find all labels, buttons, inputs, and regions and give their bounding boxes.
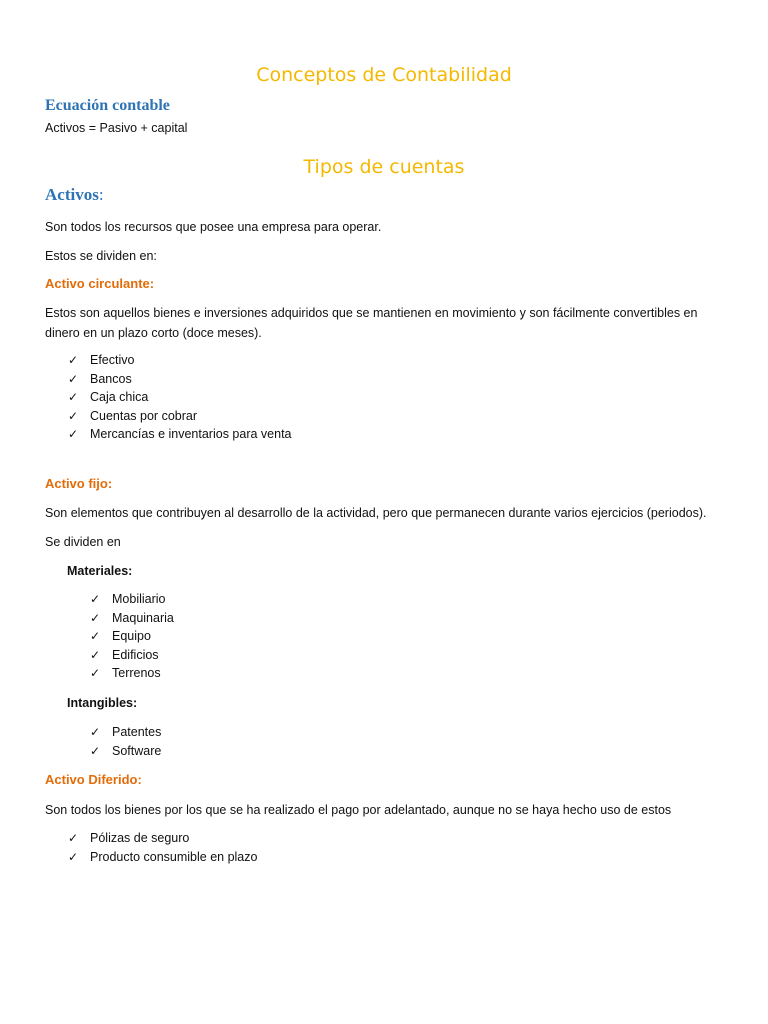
activos-heading-text: Activos: [45, 185, 99, 204]
list-item: [90, 742, 161, 761]
check-icon: ✓: [90, 610, 101, 625]
list-item-text: Producto consumible en plazo: [90, 849, 258, 864]
document-title: Conceptos de Contabilidad: [256, 64, 512, 86]
list-item-text: Caja chica: [90, 390, 149, 405]
list-item-text: Mobiliario: [112, 592, 166, 606]
list-item: [68, 370, 292, 389]
intangibles-list: [90, 723, 161, 760]
equation-text: Activos = Pasivo + capital: [45, 121, 188, 135]
list-item-text: Bancos: [90, 371, 132, 386]
list-item-text: Edificios: [112, 647, 159, 662]
check-icon: ✓: [68, 353, 79, 367]
list-item: [90, 723, 161, 742]
check-icon: ✓: [68, 408, 79, 423]
diferido-desc: Son todos los bienes por los que se ha realizado el pago por adelantado, aunque no se haya hecho uso de estos: [45, 803, 672, 817]
circulante-list: [68, 351, 292, 444]
circulante-heading: Activo circulante:: [45, 276, 155, 291]
list-item-text: Equipo: [112, 629, 151, 644]
list-item-text: Pólizas de seguro: [90, 831, 190, 845]
list-item: [90, 627, 174, 646]
circulante-desc-line1: Estos son aquellos bienes e inversiones adquiridos que se mantienen en movimiento y son fácilmente convertibles en: [45, 306, 698, 320]
list-item-text: Cuentas por cobrar: [90, 408, 198, 423]
check-icon: ✓: [68, 427, 79, 442]
activos-heading: [45, 185, 104, 205]
list-item-text: Terrenos: [112, 666, 161, 681]
list-item: [68, 848, 257, 867]
check-icon: ✓: [90, 666, 101, 681]
check-icon: ✓: [90, 592, 101, 606]
check-icon: ✓: [68, 849, 79, 864]
activos-heading-suffix: :: [98, 185, 104, 204]
list-item-text: Maquinaria: [112, 610, 174, 625]
list-item: [68, 351, 292, 370]
fijo-desc: Son elementos que contribuyen al desarrollo de la actividad, pero que permanecen durante varios ejercicios (periodos).: [45, 506, 707, 520]
check-icon: ✓: [68, 831, 79, 845]
list-item: [68, 407, 292, 426]
list-item: [68, 829, 257, 848]
circulante-desc-line2: dinero en un plazo corto (doce meses).: [45, 326, 262, 340]
materiales-label: Materiales:: [67, 564, 133, 578]
list-item: [90, 590, 174, 609]
list-item: [90, 609, 174, 628]
list-item-text: Software: [112, 743, 162, 758]
list-item: [68, 388, 292, 407]
activos-divide: Estos se dividen en:: [45, 249, 157, 263]
diferido-heading: Activo Diferido:: [45, 772, 142, 787]
list-item-text: Mercancías e inventarios para venta: [90, 427, 292, 442]
list-item: [90, 646, 174, 665]
check-icon: ✓: [90, 743, 101, 758]
diferido-list: [68, 829, 257, 866]
check-icon: ✓: [90, 725, 101, 739]
check-icon: ✓: [90, 629, 101, 644]
intangibles-label: Intangibles:: [67, 696, 138, 710]
check-icon: ✓: [68, 390, 79, 405]
equation-heading: Ecuación contable: [45, 97, 170, 114]
list-item: [68, 425, 292, 444]
check-icon: ✓: [90, 647, 101, 662]
fijo-divide: Se dividen en: [45, 535, 121, 549]
check-icon: ✓: [68, 371, 79, 386]
list-item: [90, 664, 174, 683]
list-item-text: Patentes: [112, 725, 162, 739]
activos-intro: Son todos los recursos que posee una empresa para operar.: [45, 220, 382, 234]
fijo-heading: Activo fijo:: [45, 476, 113, 491]
materiales-list: [90, 590, 174, 683]
list-item-text: Efectivo: [90, 353, 135, 367]
types-heading: Tipos de cuentas: [303, 156, 465, 178]
